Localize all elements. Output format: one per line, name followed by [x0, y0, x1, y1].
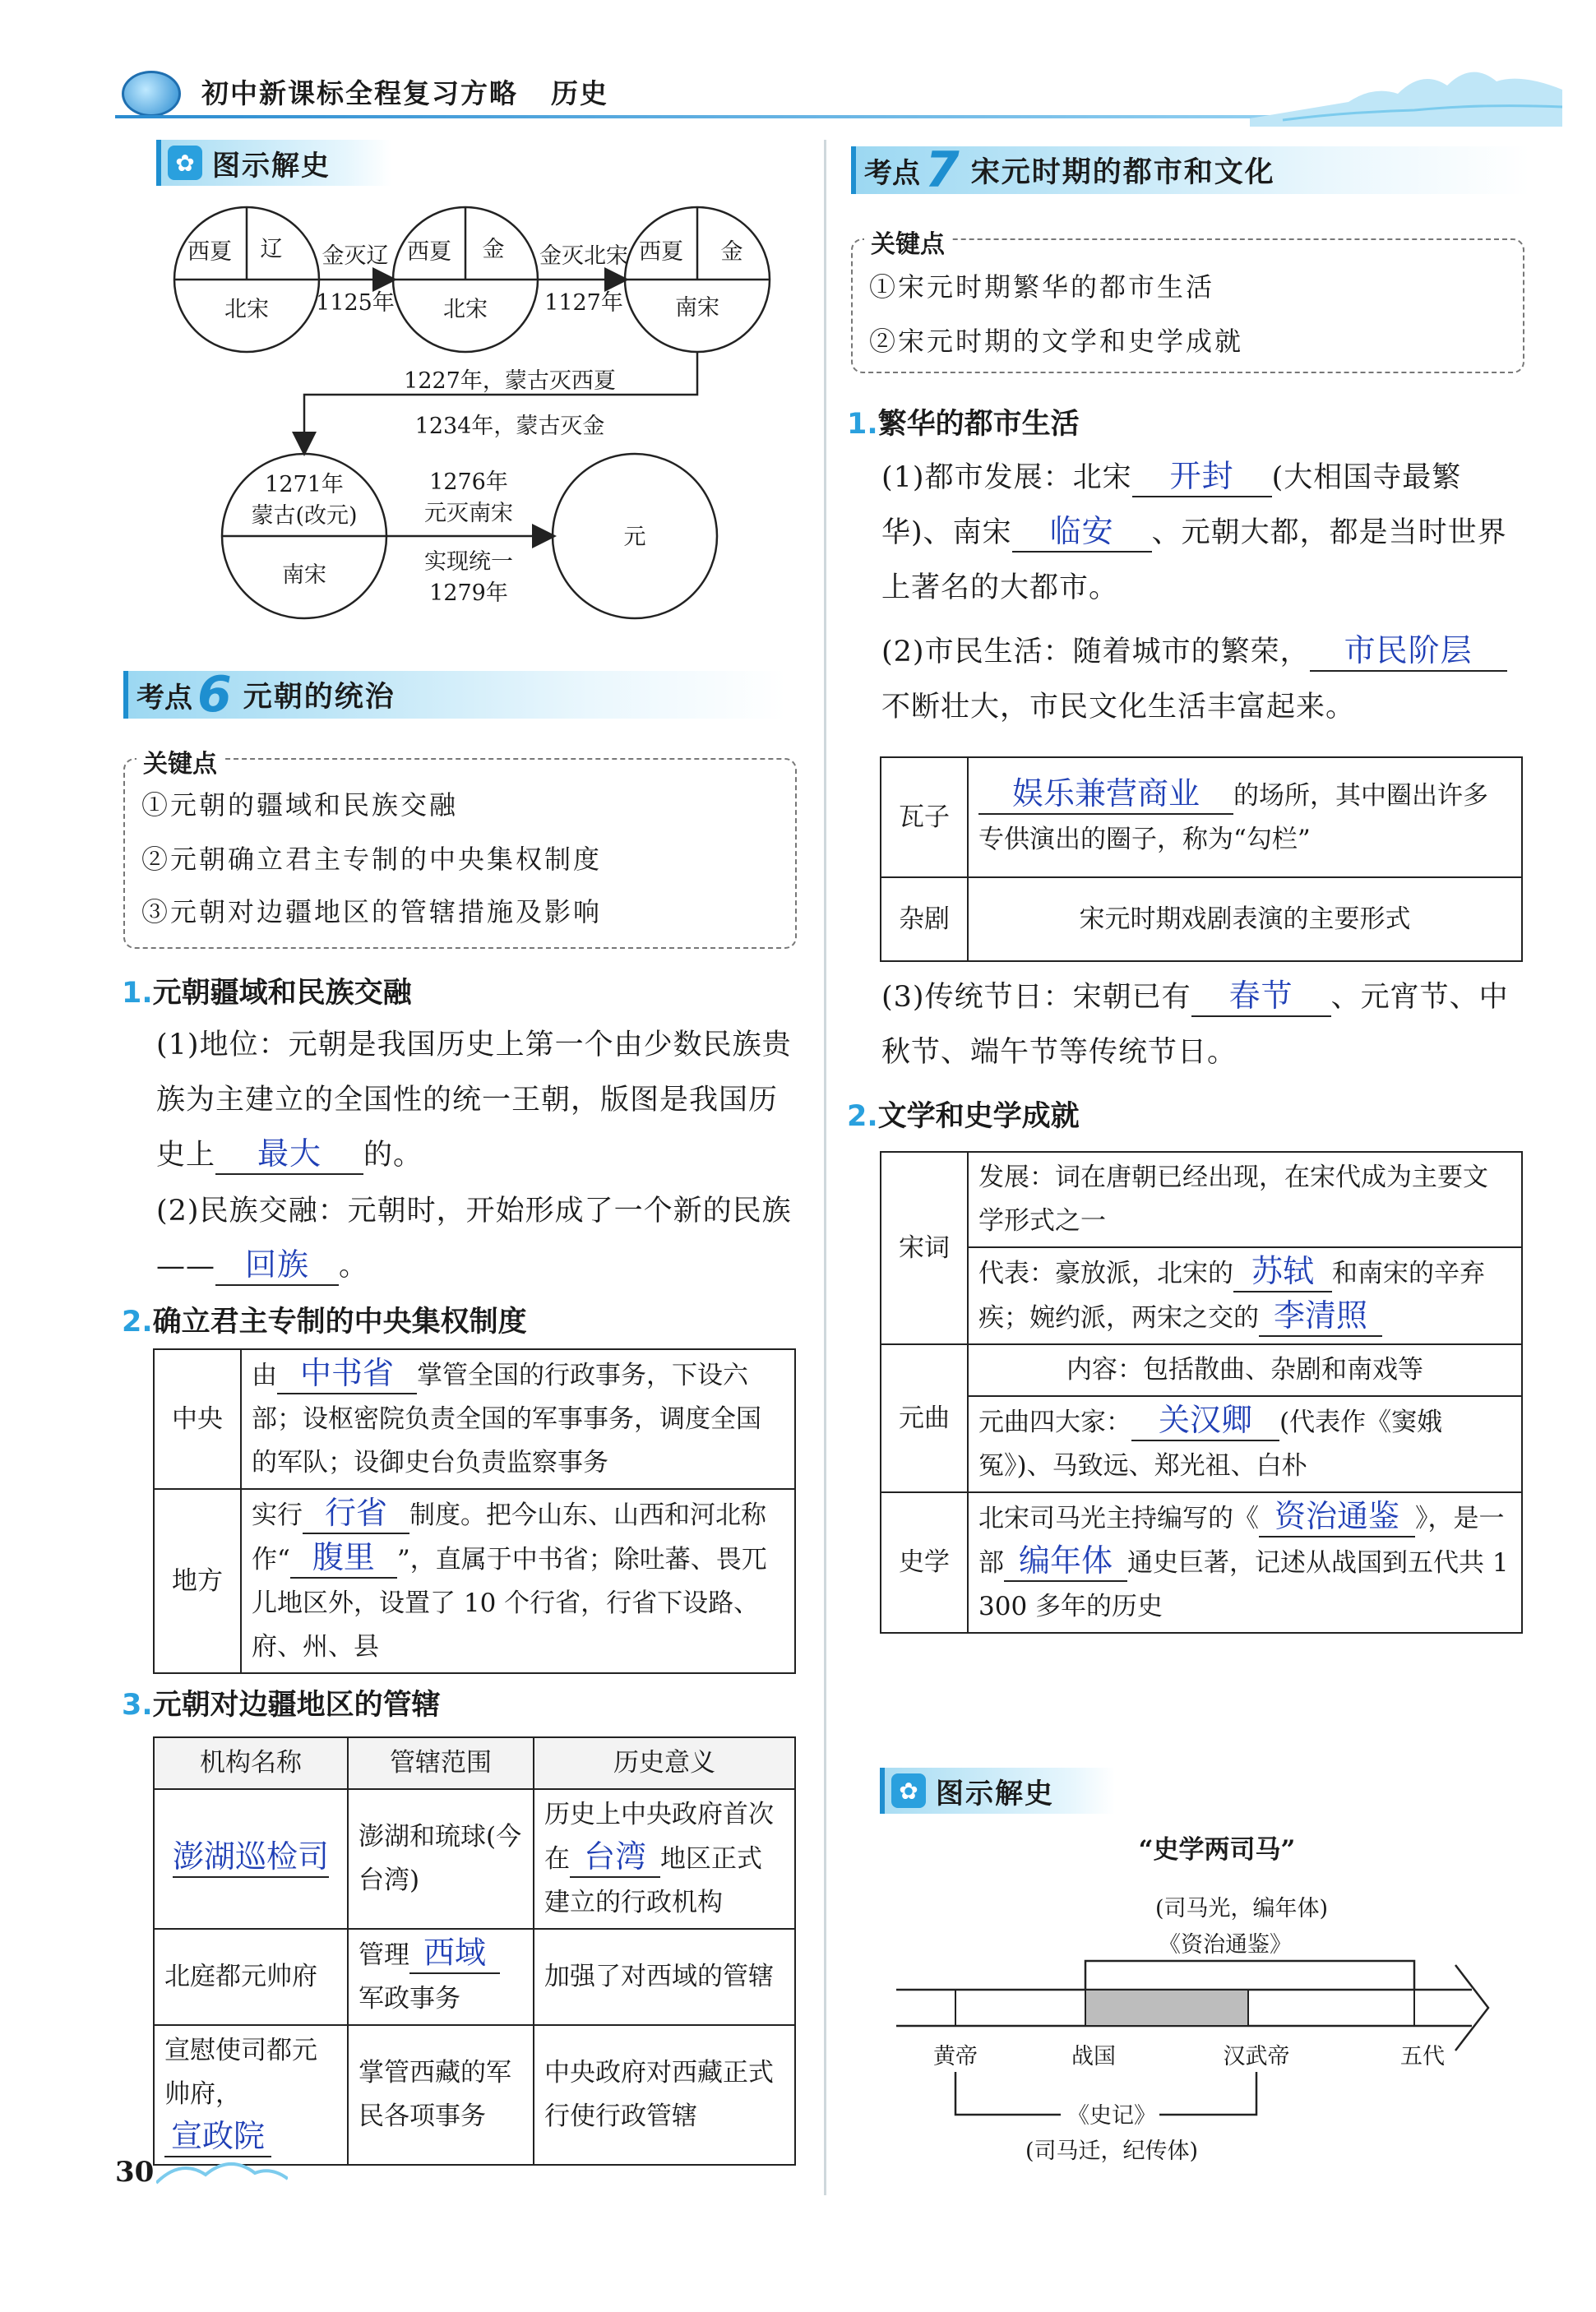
overlap-period: [1085, 1990, 1248, 2026]
row-label: 元曲: [881, 1344, 968, 1492]
row-label: 瓦子: [881, 757, 968, 877]
kaodian7-title: 宋元时期的都市和文化: [970, 156, 1275, 189]
urban-life-table: [880, 756, 1523, 962]
kaodian6-label: 考点: [136, 681, 192, 714]
kaodian6-title: 元朝的统治: [243, 681, 396, 714]
section-title: 元朝对边疆地区的管辖: [152, 1689, 441, 1722]
diagram-tag-title: 图示解史: [936, 1777, 1054, 1810]
cell-content: 内容：包括散曲、杂剧和南戏等: [968, 1344, 1522, 1396]
kaodian6-tag: [123, 666, 786, 724]
cell-name: [154, 1789, 348, 1929]
column-divider: [824, 140, 826, 2195]
flower-icon: ✿: [891, 1773, 926, 1808]
label-zhanguo: 战国: [1071, 2044, 1116, 2069]
key-title: 关键点: [864, 224, 951, 260]
cell-name: 宣慰使司都元帅府，宣政院: [154, 2025, 348, 2165]
section-title: 繁华的都市生活: [877, 408, 1080, 441]
row-content: 宋元时期戏剧表演的主要形式: [968, 877, 1522, 961]
col-header: 管辖范围: [348, 1737, 534, 1789]
wave-decoration-icon: [156, 2150, 288, 2191]
dynasty-change-diagram: [164, 197, 789, 641]
c2-jin: 金: [482, 237, 505, 262]
key-item: ③元朝对边疆地区的管辖措施及影响: [141, 896, 603, 927]
answer-blank: 行省: [303, 1493, 409, 1534]
key-title: 关键点: [136, 743, 224, 779]
col-header: 历史意义: [534, 1737, 795, 1789]
two-sima-timeline: [896, 1825, 1521, 2171]
kaodian7-num: 7: [925, 141, 960, 199]
key-item: ①宋元时期繁华的都市生活: [869, 271, 1215, 303]
header-logo-icon: [122, 71, 181, 117]
answer-blank: 开封: [1132, 456, 1272, 497]
row-label: 宋词: [881, 1152, 968, 1344]
row-label: 地方: [154, 1489, 241, 1673]
table-row: [881, 1396, 1522, 1492]
table-row: [154, 1489, 795, 1673]
answer-blank: 李清照: [1259, 1296, 1382, 1337]
label-huangdi: 黄帝: [933, 2044, 978, 2069]
kaodian6-num: 6: [197, 666, 232, 724]
answer-blank: 最大: [215, 1134, 363, 1175]
book-title: 初中新课标全程复习方略: [201, 77, 518, 109]
return-note-1: 1227年，蒙古灭西夏: [404, 368, 616, 394]
answer-blank: 回族: [215, 1245, 339, 1286]
row-content: 娱乐兼营商业 的场所，其中圈出许多专供演出的圈子，称为“勾栏”: [968, 757, 1522, 877]
c1-xixia: 西夏: [187, 239, 232, 265]
c3-nansong: 南宋: [675, 295, 719, 321]
answer-blank: 腹里: [290, 1537, 397, 1579]
c3-jin: 金: [720, 239, 743, 265]
table-row: [881, 877, 1522, 961]
flower-icon: ✿: [168, 146, 202, 180]
answer-blank: 关汉卿: [1131, 1400, 1279, 1441]
bottom-note: (司马迁，纪传体): [1025, 2139, 1199, 2164]
answer-blank: 资治通鉴: [1259, 1496, 1415, 1537]
label-hanwudi: 汉武帝: [1223, 2044, 1290, 2069]
row-label: 杂剧: [881, 877, 968, 961]
r-s1-paragraph-3: (3)传统节日：宋朝已有 春节 、元宵节、中秋节、端午节等传统节日。: [881, 978, 1509, 1069]
cell-scope: 管理 西域军政事务: [348, 1929, 534, 2025]
c2-beisong: 北宋: [443, 297, 488, 322]
answer-blank: 西域: [409, 1933, 500, 1974]
arrow1-bottom: 1125年: [316, 290, 395, 316]
subject-label: 历史: [551, 77, 608, 109]
section-num: 3.: [122, 1689, 153, 1722]
table-header-row: [154, 1737, 795, 1789]
answer-blank: 澎湖巡检司: [173, 1837, 329, 1878]
answer-blank: 台湾: [570, 1837, 660, 1878]
s1-paragraph-1: (1)地位：元朝是我国历史上第一个由少数民族贵族为主建立的全国性的统一王朝，版图是我国历史上 最大 的。: [156, 1018, 798, 1183]
arrow3-top1: 1276年: [429, 469, 508, 495]
answer-blank: 春节: [1191, 976, 1331, 1017]
arrow2-bottom: 1127年: [544, 290, 623, 316]
cell-name: 北庭都元帅府: [154, 1929, 348, 2025]
cell-content: 元曲四大家： 关汉卿 (代表作《窦娥冤》)、马致远、郑光祖、白朴: [968, 1396, 1522, 1492]
row-content: 实行 行省 制度。把今山东、山西和河北称作“ 腹里 ”，直属于中书省；除吐蕃、畏兀儿地区外，设置了 10 个行省，行省下设路、府、州、县: [241, 1489, 795, 1673]
c1-liao: 辽: [260, 237, 283, 262]
table-row: [154, 2025, 795, 2165]
arrow1-top: 金灭辽: [322, 243, 389, 269]
section-heading: [122, 1682, 441, 1723]
section-heading: [122, 970, 412, 1011]
section-num: 1.: [847, 408, 878, 441]
row-label: 史学: [881, 1492, 968, 1633]
table-row: [881, 1492, 1522, 1633]
c2-xixia: 西夏: [407, 239, 451, 265]
bottom-book: 《史记》: [1067, 2103, 1156, 2129]
table-row: [154, 1789, 795, 1929]
table-row: [881, 1344, 1522, 1396]
answer-blank: 宣政院: [164, 2116, 271, 2157]
cell-content: 代表：豪放派，北宋的 苏轼 和南宋的辛弃疾；婉约派，两宋之交的 李清照: [968, 1247, 1522, 1344]
frontier-table: [153, 1736, 796, 2166]
diagram-tag-title: 图示解史: [212, 149, 331, 183]
cell-scope: 掌管西藏的军民各项事务: [348, 2025, 534, 2165]
timeline-title: “史学两司马”: [1138, 1835, 1296, 1865]
c4-nansong: 南宋: [282, 562, 326, 588]
cell-content: 北宋司马光主持编写的《 资治通鉴 》，是一部 编年体 通史巨著，记述从战国到五代共 1 300 多年的历史: [968, 1492, 1522, 1633]
diagram-tag-right: [880, 1768, 1115, 1814]
cell-scope: 澎湖和琉球(今台湾): [348, 1789, 534, 1929]
kaodian7-keybox: [851, 230, 1524, 373]
top-book: 《资治通鉴》: [1159, 1932, 1292, 1958]
table-row: [154, 1929, 795, 2025]
key-item: ②元朝确立君主专制的中央集权制度: [141, 844, 603, 875]
table-row: [881, 1152, 1522, 1247]
section-heading: [847, 401, 1080, 442]
arrow3-top2: 元灭南宋: [424, 501, 513, 526]
kaodian6-keybox: [123, 750, 797, 949]
literature-table: [880, 1151, 1523, 1634]
cell-significance: 历史上中央政府首次在 台湾 地区正式建立的行政机构: [534, 1789, 795, 1929]
r-s1-paragraph-2: (2)市民生活：随着城市的繁荣， 市民阶层不断壮大，市民文化生活丰富起来。: [881, 625, 1531, 735]
cell-content: 发展：词在唐朝已经出现，在宋代成为主要文学形式之一: [968, 1152, 1522, 1247]
answer-blank: 中书省: [277, 1353, 417, 1394]
arrow3-bottom2: 1279年: [429, 580, 508, 606]
answer-blank: 编年体: [1004, 1541, 1127, 1582]
c4-mongol: 蒙古(改元): [251, 503, 358, 529]
c5-yuan: 元: [623, 525, 646, 550]
section-num: 1.: [122, 977, 153, 1010]
top-note: (司马光，编年体): [1154, 1896, 1329, 1921]
arrow2-top: 金灭北宋: [539, 243, 628, 269]
section-title: 元朝疆域和民族交融: [152, 977, 412, 1010]
table-row: [881, 757, 1522, 877]
section-title: 确立君主专制的中央集权制度: [152, 1306, 527, 1339]
answer-blank: 苏轼: [1233, 1251, 1332, 1292]
c3-xixia: 西夏: [639, 239, 683, 265]
row-content: 由 中书省 掌管全国的行政事务，下设六部；设枢密院负责全国的军事事务，调度全国的军队；设御史台负责监察事务: [241, 1349, 795, 1489]
answer-blank: 娱乐兼营商业: [978, 774, 1233, 815]
c4-year: 1271年: [265, 472, 344, 497]
mountain-decoration-icon: [1250, 53, 1562, 127]
key-item: ①元朝的疆域和民族交融: [141, 789, 459, 821]
arrow3-bottom1: 实现统一: [424, 549, 513, 575]
table-row: [154, 1349, 795, 1489]
s1-paragraph-2: (2)民族交融：元朝时，开始形成了一个新的民族—— 回族 。: [156, 1184, 798, 1294]
cell-significance: 中央政府对西藏正式行使行政管辖: [534, 2025, 795, 2165]
kaodian7-label: 考点: [864, 156, 920, 190]
section-num: 2.: [122, 1306, 153, 1339]
diagram-tag-left: [156, 140, 391, 186]
section-heading: [122, 1299, 527, 1340]
centralization-table: [153, 1348, 796, 1674]
col-header: 机构名称: [154, 1737, 348, 1789]
kaodian7-tag: [851, 141, 1530, 199]
section-heading: [847, 1094, 1080, 1135]
section-title: 文学和史学成就: [877, 1100, 1080, 1133]
header-title: [201, 72, 608, 111]
label-wudai: 五代: [1400, 2044, 1445, 2069]
answer-blank: 市民阶层: [1310, 631, 1507, 672]
r-s1-paragraph-1: (1)都市发展：北宋 开封 (大相国寺最繁华)、南宋 临安 、元朝大都，都是当时世界上著名的大都市。: [881, 458, 1507, 604]
page-number: 30: [115, 2156, 155, 2189]
table-row: [881, 1247, 1522, 1344]
return-note-2: 1234年，蒙古灭金: [414, 414, 605, 439]
section-num: 2.: [847, 1100, 878, 1133]
c1-beisong: 北宋: [224, 297, 269, 322]
cell-significance: 加强了对西域的管辖: [534, 1929, 795, 2025]
answer-blank: 临安: [1012, 511, 1152, 553]
key-item: ②宋元时期的文学和史学成就: [869, 326, 1244, 357]
row-label: 中央: [154, 1349, 241, 1489]
header-rule: [115, 115, 1431, 118]
